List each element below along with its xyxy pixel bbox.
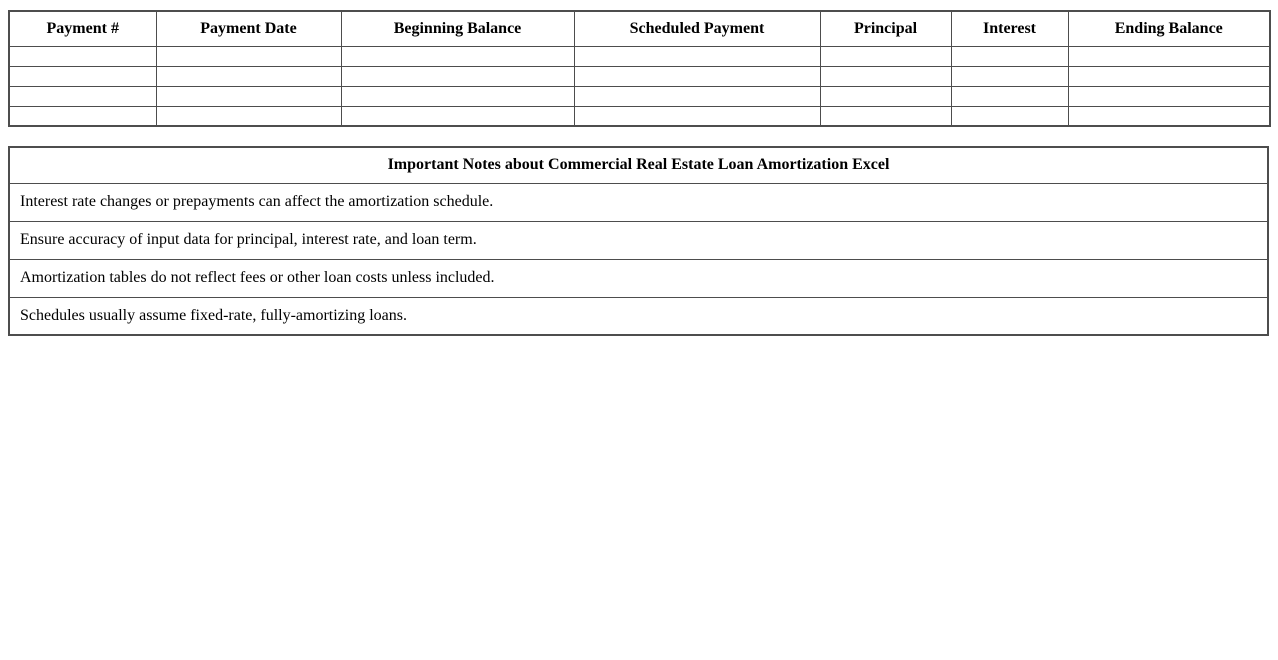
empty-cell: [574, 46, 820, 66]
empty-cell: [156, 46, 341, 66]
notes-title-row: [9, 147, 1268, 183]
empty-cell: [9, 86, 156, 106]
notes-title: Important Notes about Commercial Real Estate Loan Amortization Excel: [9, 147, 1268, 183]
empty-cell: [1068, 86, 1270, 106]
empty-cell: [1068, 66, 1270, 86]
table-row: [9, 46, 1270, 66]
empty-cell: [820, 46, 951, 66]
column-header-beginning-balance: Beginning Balance: [341, 11, 574, 46]
empty-cell: [951, 86, 1068, 106]
notes-table: [8, 146, 1269, 336]
column-header-payment-date: Payment Date: [156, 11, 341, 46]
empty-cell: [951, 66, 1068, 86]
empty-cell: [951, 46, 1068, 66]
note-row: [9, 183, 1268, 221]
empty-cell: [341, 86, 574, 106]
empty-cell: [9, 46, 156, 66]
column-header-ending-balance: Ending Balance: [1068, 11, 1270, 46]
empty-cell: [574, 66, 820, 86]
empty-cell: [1068, 106, 1270, 126]
table-row: [9, 86, 1270, 106]
note-item: Ensure accuracy of input data for principal, interest rate, and loan term.: [9, 221, 1268, 259]
table-row: [9, 66, 1270, 86]
amortization-table: [8, 10, 1271, 127]
empty-cell: [156, 66, 341, 86]
note-item: Schedules usually assume fixed-rate, fully-amortizing loans.: [9, 297, 1268, 335]
empty-cell: [9, 66, 156, 86]
column-header-interest: Interest: [951, 11, 1068, 46]
column-header-principal: Principal: [820, 11, 951, 46]
note-row: [9, 297, 1268, 335]
note-item: Amortization tables do not reflect fees or other loan costs unless included.: [9, 259, 1268, 297]
note-row: [9, 221, 1268, 259]
empty-cell: [341, 106, 574, 126]
empty-cell: [341, 66, 574, 86]
column-header-payment-number: Payment #: [9, 11, 156, 46]
empty-cell: [156, 86, 341, 106]
note-item: Interest rate changes or prepayments can affect the amortization schedule.: [9, 183, 1268, 221]
empty-cell: [820, 66, 951, 86]
note-row: [9, 259, 1268, 297]
header-row: [9, 11, 1270, 46]
empty-cell: [341, 46, 574, 66]
empty-cell: [574, 86, 820, 106]
empty-cell: [156, 106, 341, 126]
column-header-scheduled-payment: Scheduled Payment: [574, 11, 820, 46]
empty-cell: [1068, 46, 1270, 66]
empty-cell: [574, 106, 820, 126]
empty-cell: [9, 106, 156, 126]
empty-cell: [951, 106, 1068, 126]
empty-cell: [820, 106, 951, 126]
empty-cell: [820, 86, 951, 106]
table-row: [9, 106, 1270, 126]
